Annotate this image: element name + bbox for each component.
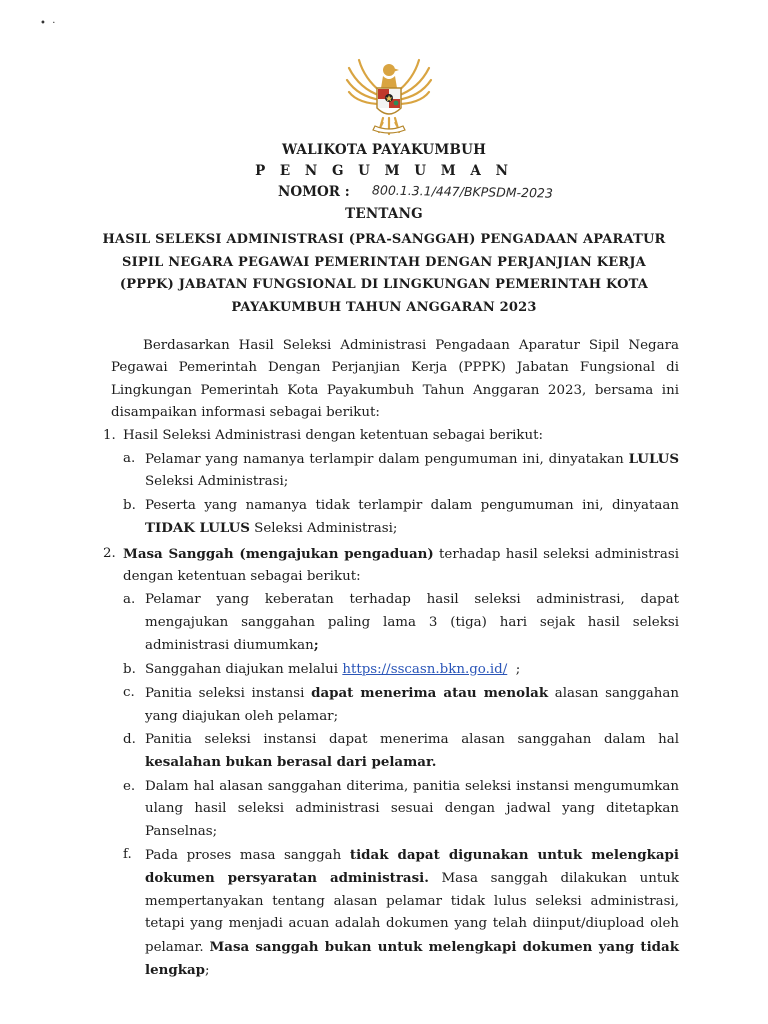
sub-item-letter: a. [123,451,136,467]
sscasn-link[interactable]: https://sscasn.bkn.go.id/ [342,661,508,677]
sub-item-letter: a. [123,592,136,608]
sub-item-b [123,659,679,681]
sub-item-letter: c. [123,685,135,701]
emphasis-text: LULUS [628,451,679,468]
sub-item-text: Pelamar yang namanya terlampir dalam pengumuman ini, dinyatakan [145,452,629,468]
document-body [103,335,679,982]
document-number-handwritten: 800.1.3.1/447/BKPSDM-2023 [371,182,554,201]
sub-item-letter: b. [123,661,136,677]
sub-item-text: Seleksi Administrasi; [145,474,289,490]
item-text [123,543,679,589]
sub-item-letter: e. [123,778,136,794]
garuda-emblem-icon [341,52,437,140]
sub-item-text: Dalam hal alasan sanggahan diterima, panitia seleksi instansi mengumumkan ulang hasil seleksi administrasi sesuai dengan jadwal yang ditetapkan Panselnas; [145,778,679,839]
item-number: 1. [103,427,116,443]
sub-item-b [123,495,679,541]
emphasis-text: Masa sanggah bukan untuk melengkapi dokumen yang tidak lengkap [145,938,679,978]
sub-item-e [123,776,679,843]
document-number-row [0,182,768,204]
sub-item-f [123,844,679,982]
intro-paragraph: Berdasarkan Hasil Seleksi Administrasi Pengadaan Aparatur Sipil Negara Pegawai Pemerintah Dengan Perjanjian Kerja (PPPK) Jabatan Fungsional di Lingkungan Pemerintah Kota Payakumbuh Tahun Anggaran 2023, bersama ini disampaikan informasi sebagai berikut: [111,338,679,421]
sub-item-text: Panitia seleksi instansi dapat menerima alasan sanggahan dalam hal [145,731,679,747]
list-item-2 [103,543,679,983]
title-line: HASIL SELEKSI ADMINISTRASI (PRA-SANGGAH) PENGADAAN APARATUR [102,232,666,247]
emphasis-text: TIDAK LULUS [145,520,250,537]
sub-item-text: Sanggahan diajukan melalui [145,661,343,677]
issuer-title: WALIKOTA PAYAKUMBUH [281,142,487,158]
sub-item-a [123,448,679,494]
item-number: 2. [103,545,116,561]
document-title [0,229,768,319]
sub-item-d [123,729,679,775]
sub-item-text: Panitia seleksi instansi [145,686,312,702]
letter-header [0,140,768,319]
main-list [103,425,679,983]
sub-item-text: ; [205,962,210,978]
announcement-heading: P E N G U M U M A N [255,163,513,179]
document-number-label: NOMOR : [278,184,350,200]
emphasis-text: dapat menerima atau menolak [311,685,549,702]
sub-item-letter: d. [123,731,136,747]
list-item-1 [103,425,679,541]
sub-item-text: ; [507,661,521,677]
sub-item-text: alasan sanggahan yang diajukan oleh pelamar; [145,686,679,724]
sub-item-text: Pelamar yang keberatan terhadap hasil seleksi administrasi, dapat mengajukan sanggahan paling lama 3 (tiga) hari sejak hasil seleksi administrasi diumumkan [145,592,679,654]
sub-item-text: Seleksi Administrasi; [249,521,398,537]
title-line: PAYAKUMBUH TAHUN ANGGARAN 2023 [231,299,537,315]
emphasis-text: ; [313,637,319,654]
title-line: SIPIL NEGARA PEGAWAI PEMERINTAH DENGAN PERJANJIAN KERJA [122,254,646,270]
sub-item-letter: b. [123,497,136,513]
item-text: Hasil Seleksi Administrasi dengan ketentuan sebagai berikut: [123,427,544,443]
item-text-rest: terhadap hasil seleksi administrasi dengan ketentuan sebagai berikut: [123,546,679,585]
scan-marks: • · [40,18,56,29]
sub-item-text: Peserta yang namanya tidak terlampir dalam pengumuman ini, dinyataan [145,497,679,513]
sub-item-a [123,589,679,657]
sub-item-text: Pada proses masa sanggah [145,847,350,863]
title-line: (PPPK) JABATAN FUNGSIONAL DI LINGKUNGAN PEMERINTAH KOTA [119,277,649,292]
emphasis-text: tidak dapat digunakan untuk melengkapi dokumen persyaratan administrasi. [145,846,679,887]
emphasis-text: kesalahan bukan berasal dari pelamar. [145,754,437,771]
emphasis-text: Masa Sanggah (mengajukan pengaduan) [123,545,434,562]
sub-item-letter: f. [123,846,132,862]
sub-item-text: Masa sanggah dilakukan untuk mempertanyakan tentang alasan pelamar tidak lulus seleksi administrasi, tetapi yang menjadi acuan adalah dokumen yang telah diinput/diupload oleh pelamar. [145,871,679,955]
about-label: TENTANG [345,206,423,222]
sub-item-c [123,682,679,728]
sub-list [123,589,679,982]
sub-list [123,448,679,541]
